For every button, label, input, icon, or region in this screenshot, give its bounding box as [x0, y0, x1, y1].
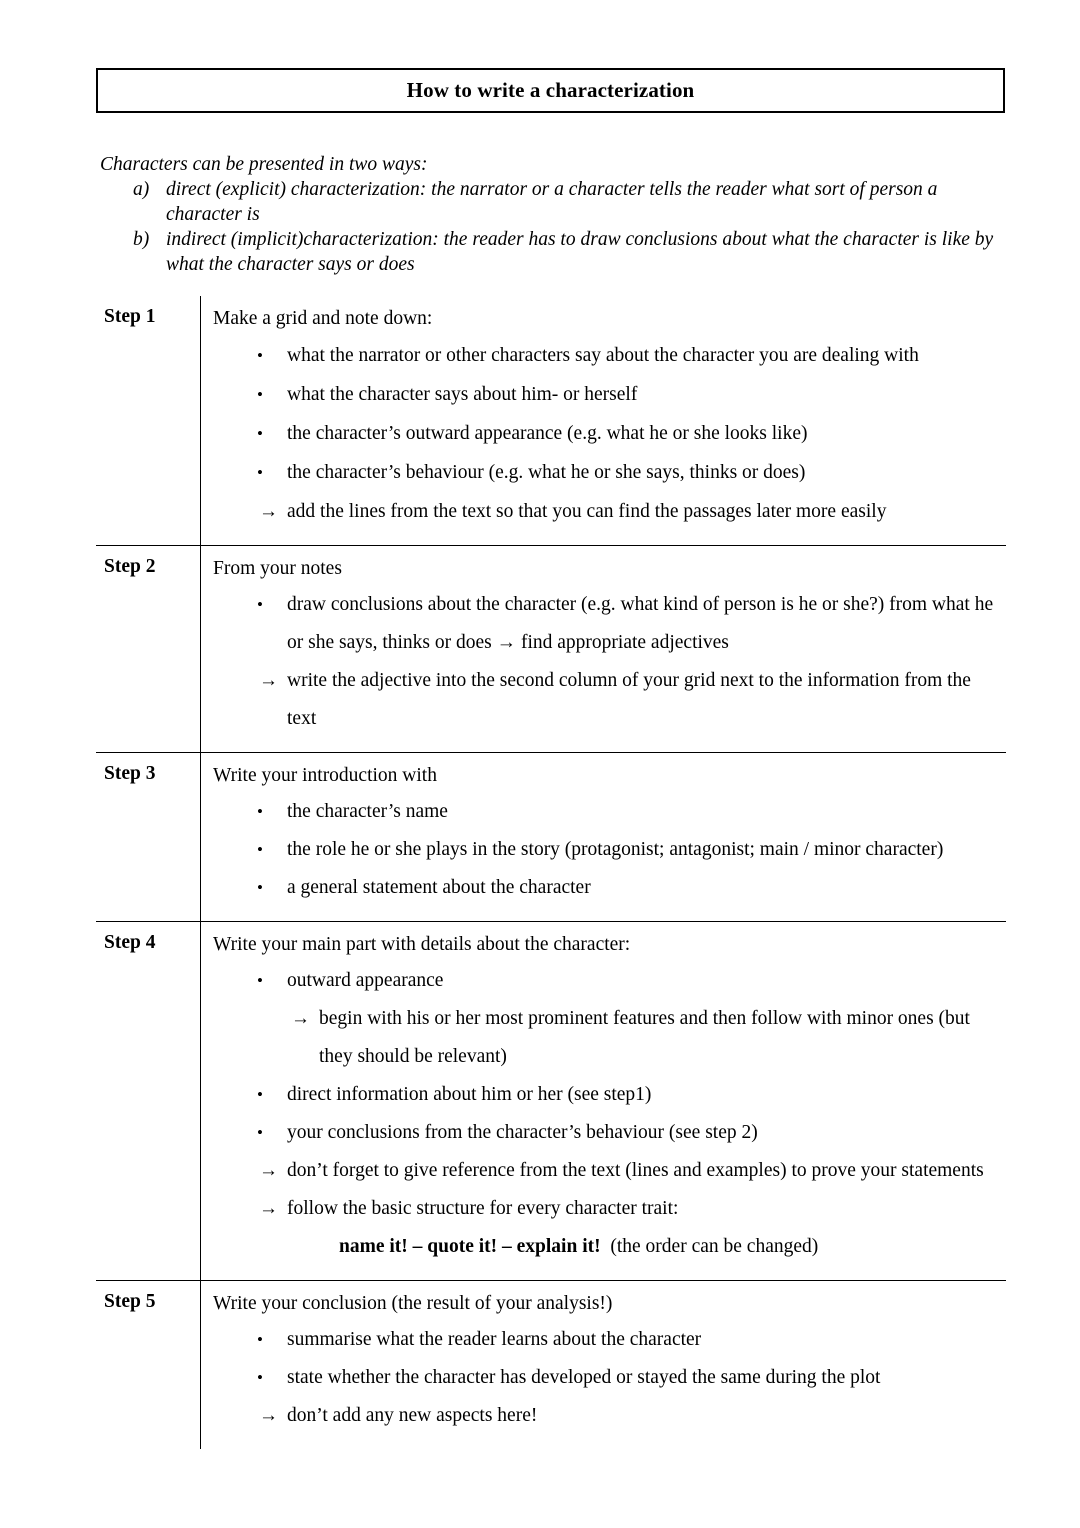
step-label-cell — [96, 546, 200, 752]
bullet-icon: • — [257, 595, 263, 614]
structure-emphasis-text: name it! – quote it! – explain it! — [339, 1236, 601, 1257]
bullet-list-item — [213, 1114, 1000, 1152]
arrow-right-icon: → — [259, 1405, 278, 1426]
step-lead-text: Write your introduction with — [213, 765, 437, 786]
bullet-list-item — [213, 586, 1000, 662]
step-body-cell — [200, 1281, 1006, 1449]
step-item-list — [213, 1321, 1000, 1435]
item-text: add the lines from the text so that you can find the passages later more easily — [287, 501, 887, 522]
item-text: follow the basic structure for every character trait: — [287, 1198, 679, 1219]
bullet-icon: • — [257, 424, 263, 443]
bullet-list-item — [213, 1359, 1000, 1397]
bullet-icon: • — [257, 346, 263, 365]
arrow-right-icon: → — [291, 1008, 310, 1029]
step-label: Step 3 — [104, 763, 156, 784]
step-label: Step 1 — [104, 306, 156, 327]
item-text: the character’s outward appearance (e.g. what he or she looks like) — [287, 423, 808, 444]
item-text: don’t add any new aspects here! — [287, 1405, 538, 1426]
step-row — [96, 1280, 1006, 1449]
arrow-right-icon: → — [259, 501, 278, 522]
item-text: write the adjective into the second column of your grid next to the information from the text — [287, 670, 971, 729]
step-label-cell — [96, 922, 200, 1280]
arrow-list-item — [213, 492, 1000, 531]
intro-list — [100, 177, 1005, 277]
arrow-list-item — [213, 1397, 1000, 1435]
step-label-cell — [96, 296, 200, 545]
document-title-box — [96, 68, 1005, 113]
step-label-cell — [96, 1281, 200, 1449]
step-lead-text: From your notes — [213, 558, 342, 579]
bullet-list-item — [213, 453, 1000, 492]
bullet-icon: • — [257, 878, 263, 897]
bullet-list-item — [213, 336, 1000, 375]
structure-line — [213, 1228, 1000, 1266]
step-item-list — [213, 793, 1000, 907]
bullet-icon: • — [257, 385, 263, 404]
intro-item-marker: a) — [133, 179, 150, 200]
step-label: Step 5 — [104, 1291, 156, 1312]
arrow-list-item — [213, 1190, 1000, 1228]
intro-list-item — [100, 177, 1005, 227]
arrow-list-item — [213, 1152, 1000, 1190]
bullet-list-item — [213, 375, 1000, 414]
arrow-right-icon: → — [259, 1198, 278, 1219]
bullet-list-item — [213, 1076, 1000, 1114]
arrow-right-icon: → — [259, 1160, 278, 1181]
bullet-icon: • — [257, 1330, 263, 1349]
step-item-list — [213, 336, 1000, 531]
step-lead-text: Write your main part with details about the character: — [213, 934, 631, 955]
bullet-icon: • — [257, 1085, 263, 1104]
step-body-cell — [200, 546, 1006, 752]
item-text: a general statement about the character — [287, 877, 591, 898]
intro-section — [100, 152, 1005, 277]
step-row — [96, 296, 1006, 545]
arrow-list-item — [213, 1000, 1000, 1076]
step-label: Step 4 — [104, 932, 156, 953]
item-text: the character’s name — [287, 801, 448, 822]
step-label: Step 2 — [104, 556, 156, 577]
step-lead-text: Write your conclusion (the result of your analysis!) — [213, 1293, 613, 1314]
step-item-list — [213, 962, 1000, 1266]
step-body-cell — [200, 753, 1006, 921]
item-text: summarise what the reader learns about the character — [287, 1329, 702, 1350]
item-text: don’t forget to give reference from the text (lines and examples) to prove your statements — [287, 1160, 984, 1181]
bullet-list-item — [213, 831, 1000, 869]
item-text: what the narrator or other characters say about the character you are dealing with — [287, 345, 919, 366]
bullet-list-item — [213, 962, 1000, 1000]
step-body-cell — [200, 296, 1006, 545]
step-row — [96, 752, 1006, 921]
item-text: direct information about him or her (see step1) — [287, 1084, 652, 1105]
steps-table — [96, 296, 1006, 1449]
arrow-list-item — [213, 662, 1000, 738]
step-label-cell — [96, 753, 200, 921]
page-title: How to write a characterization — [406, 78, 695, 102]
item-text: the role he or she plays in the story (protagonist; antagonist; main / minor character) — [287, 839, 944, 860]
arrow-right-icon: → — [259, 670, 278, 691]
item-text: draw conclusions about the character (e.g. what kind of person is he or she?) from what he or she says, thinks or does → find appropriate adjectives — [287, 594, 994, 653]
bullet-list-item — [213, 1321, 1000, 1359]
bullet-icon: • — [257, 802, 263, 821]
item-text: your conclusions from the character’s behaviour (see step 2) — [287, 1122, 758, 1143]
step-item-list — [213, 586, 1000, 738]
intro-list-item — [100, 227, 1005, 277]
item-text: the character’s behaviour (e.g. what he or she says, thinks or does) — [287, 462, 806, 483]
step-row — [96, 921, 1006, 1280]
bullet-list-item — [213, 414, 1000, 453]
intro-item-text: indirect (implicit)characterization: the reader has to draw conclusions about what the character is like by what the character says or does — [166, 229, 994, 275]
step-body-cell — [200, 922, 1006, 1280]
bullet-list-item — [213, 869, 1000, 907]
bullet-icon: • — [257, 840, 263, 859]
step-row — [96, 545, 1006, 752]
bullet-list-item — [213, 793, 1000, 831]
item-text: state whether the character has developed or stayed the same during the plot — [287, 1367, 881, 1388]
item-text: begin with his or her most prominent features and then follow with minor ones (but they should be relevant) — [319, 1008, 970, 1067]
intro-item-marker: b) — [133, 229, 150, 250]
bullet-icon: • — [257, 463, 263, 482]
bullet-icon: • — [257, 1368, 263, 1387]
item-text: what the character says about him- or herself — [287, 384, 638, 405]
item-text: (the order can be changed) — [610, 1236, 819, 1257]
item-text: outward appearance — [287, 970, 444, 991]
step-lead-text: Make a grid and note down: — [213, 308, 433, 329]
bullet-icon: • — [257, 1123, 263, 1142]
bullet-icon: • — [257, 971, 263, 990]
intro-item-text: direct (explicit) characterization: the narrator or a character tells the reader what sort of person a character is — [166, 179, 938, 225]
intro-lead-text: Characters can be presented in two ways: — [100, 154, 428, 175]
